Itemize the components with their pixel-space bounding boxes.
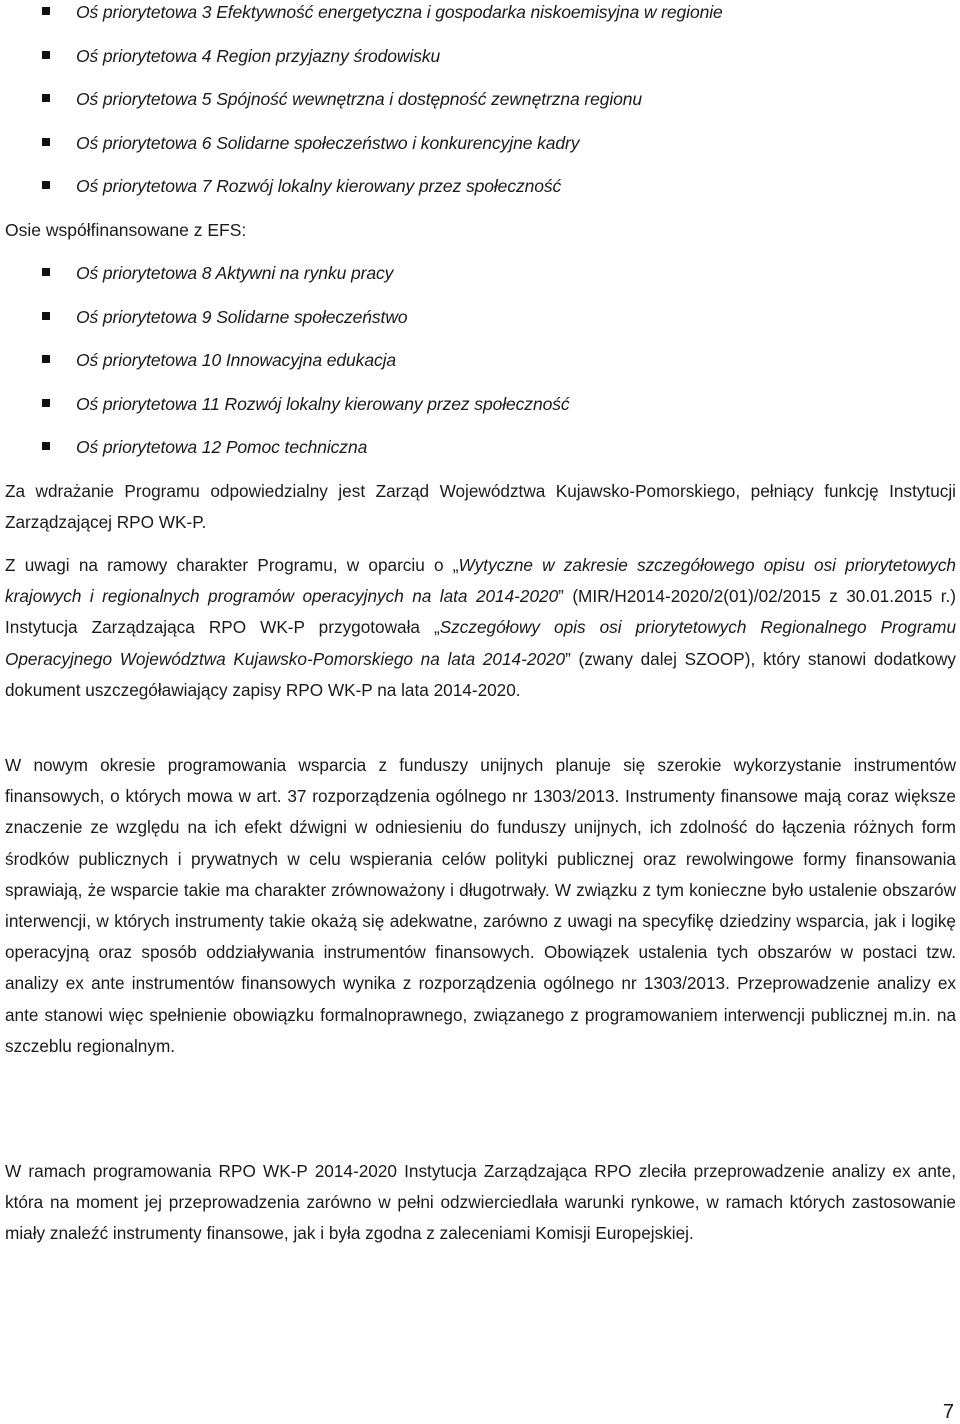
paragraph-szoop: Z uwagi na ramowy charakter Programu, w oparciu o „Wytyczne w zakresie szczegółowego opisu osi priorytetowych krajowych i regionalnych programów operacyjnych na lata 2014-2020” (MIR/H2014-2020/2(01)/02/2015 z 30.01.2015 r.) Instytucja Zarządzająca RPO WK-P przygotowała „Szczegółowy opis osi priorytetowych Regionalnego Programu Operacyjnego Województwa Kujawsko-Pomorskiego na lata 2014-2020” (zwany dalej SZOOP), który stanowi dodatkowy dokument uszczegóławiający zapisy RPO WK-P na lata 2014-2020. [5, 555, 957, 700]
list-item: Oś priorytetowa 7 Rozwój lokalny kierowany przez społeczność [0, 174, 723, 218]
page-number: 7 [942, 1401, 954, 1423]
square-bullet-icon [42, 355, 50, 363]
square-bullet-icon [42, 138, 50, 146]
efs-heading: Osie współfinansowane z EFS: [5, 220, 247, 240]
erdf-axes-list [0, 0, 723, 218]
guidelines-title: Wytyczne w zakresie szczegółowego opisu osi priorytetowych krajowych i regionalnych programów operacyjnych na lata 2014-2020 [5, 555, 956, 607]
square-bullet-icon [42, 442, 50, 450]
paragraph-ex-ante: W ramach programowania RPO WK-P 2014-2020 Instytucja Zarządzająca RPO zleciła przeprowadzenie analizy ex ante, która na moment jej przeprowadzenia zarówno w pełni odzwierciedlała warunki rynkowe, w ramach których zastosowanie miały znaleźć instrumenty finansowe, jak i była zgodna z zaleceniami Komisji Europejskiej. [5, 1161, 956, 1244]
list-item: Oś priorytetowa 12 Pomoc techniczna [0, 435, 570, 479]
list-item: Oś priorytetowa 3 Efektywność energetyczna i gospodarka niskoemisyjna w regionie [0, 0, 723, 44]
square-bullet-icon [42, 7, 50, 15]
paragraph-financial-instruments: W nowym okresie programowania wsparcia z funduszy unijnych planuje się szerokie wykorzystanie instrumentów finansowych, o których mowa w art. 37 rozporządzenia ogólnego nr 1303/2013. Instrumenty finansowe mają coraz większe znaczenie ze względu na ich efekt dźwigni w odniesieniu do funduszy unijnych, ich zdolność do łączenia różnych form środków publicznych i prywatnych w celu wspierania celów polityki publicznej oraz rewolwingowe formy finansowania sprawiają, że wsparcie takie ma charakter zrównoważony i długotrwały. W związku z tym konieczne było ustalenie obszarów interwencji, w których instrumenty takie okażą się adekwatne, zarówno z uwagi na specyfikę dziedziny wsparcia, jak i logikę operacyjną oraz sposób oddziaływania instrumentów finansowych. Obowiązek ustalenia tych obszarów w postaci tzw. analizy ex ante instrumentów finansowych wynika z rozporządzenia ogólnego nr 1303/2013. Przeprowadzenie analizy ex ante stanowi więc spełnienie obowiązku formalnoprawnego, związanego z programowaniem interwencji publicznej m.in. na szczeblu regionalnym. [5, 755, 956, 1056]
square-bullet-icon [42, 399, 50, 407]
list-item: Oś priorytetowa 11 Rozwój lokalny kierowany przez społeczność [0, 392, 570, 436]
list-item: Oś priorytetowa 9 Solidarne społeczeństwo [0, 305, 570, 349]
list-item: Oś priorytetowa 4 Region przyjazny środowisku [0, 44, 723, 88]
square-bullet-icon [42, 181, 50, 189]
list-item: Oś priorytetowa 6 Solidarne społeczeństwo i konkurencyjne kadry [0, 131, 723, 175]
square-bullet-icon [42, 94, 50, 102]
efs-axes-list [0, 261, 570, 479]
list-item: Oś priorytetowa 5 Spójność wewnętrzna i dostępność zewnętrzna regionu [0, 87, 723, 131]
square-bullet-icon [42, 51, 50, 59]
list-item: Oś priorytetowa 8 Aktywni na rynku pracy [0, 261, 570, 305]
square-bullet-icon [42, 268, 50, 276]
szoop-title: Szczegółowy opis osi priorytetowych Regionalnego Programu Operacyjnego Województwa Kujawsko-Pomorskiego na lata 2014-2020 [5, 617, 956, 669]
square-bullet-icon [42, 312, 50, 320]
list-item: Oś priorytetowa 10 Innowacyjna edukacja [0, 348, 570, 392]
paragraph-implementation: Za wdrażanie Programu odpowiedzialny jest Zarząd Województwa Kujawsko-Pomorskiego, pełniący funkcję Instytucji Zarządzającej RPO WK-P. [5, 481, 956, 533]
